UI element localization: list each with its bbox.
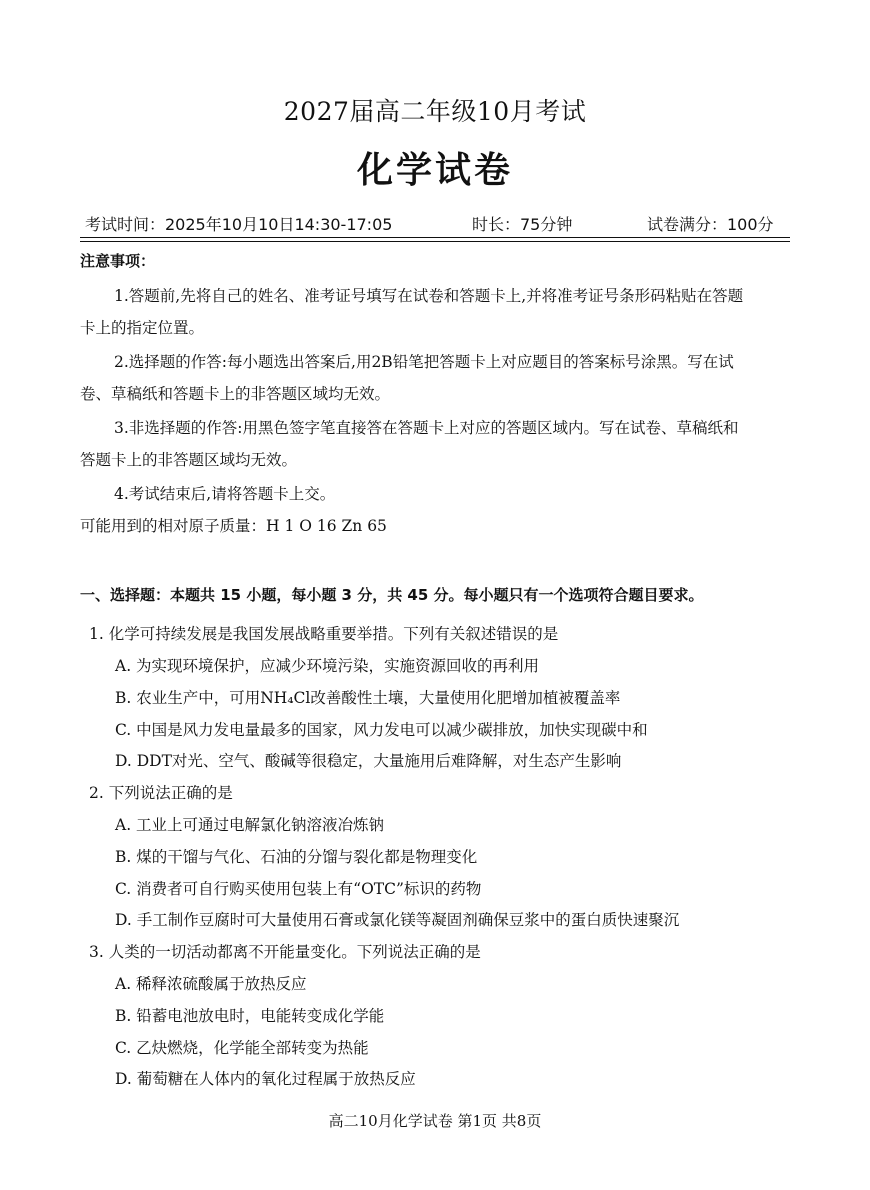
question-option: C. 中国是风力发电量最多的国家，风力发电可以减少碳排放，加快实现碳中和 (115, 721, 648, 739)
question-option: D. 葡萄糖在人体内的氧化过程属于放热反应 (115, 1070, 416, 1088)
question-option: A. 工业上可通过电解氯化钠溶液冶炼钠 (115, 816, 385, 834)
notice-line: 卡上的指定位置。 (80, 319, 205, 337)
question-stem: 1. 化学可持续发展是我国发展战略重要举措。下列有关叙述错误的是 (89, 625, 559, 643)
question-option: B. 农业生产中，可用NH₄Cl改善酸性土壤，大量使用化肥增加植被覆盖率 (115, 689, 621, 707)
notice-line: 2.选择题的作答:每小题选出答案后,用2B铅笔把答题卡上对应题目的答案标号涂黑。写在试 (114, 353, 734, 371)
full-score: 试卷满分：100分 (647, 215, 774, 234)
question-option: D. 手工制作豆腐时可大量使用石膏或氯化镁等凝固剂确保豆浆中的蛋白质快速聚沉 (115, 911, 680, 929)
question-option: B. 铅蓄电池放电时，电能转变成化学能 (115, 1007, 385, 1025)
page-footer: 高二10月化学试卷 第1页 共8页 (328, 1112, 542, 1130)
exam-time: 考试时间：2025年10月10日14:30-17:05 (85, 215, 393, 234)
header-divider-top (80, 237, 790, 238)
question-option: C. 乙炔燃烧，化学能全部转变为热能 (115, 1039, 369, 1057)
notice-line: 卷、草稿纸和答题卡上的非答题区域均无效。 (80, 385, 391, 403)
question-option: B. 煤的干馏与气化、石油的分馏与裂化都是物理变化 (115, 848, 478, 866)
notice-heading: 注意事项： (80, 252, 156, 270)
notice-line: 1.答题前,先将自己的姓名、准考证号填写在试卷和答题卡上,并将准考证号条形码粘贴在答题 (114, 287, 744, 305)
notice-line: 答题卡上的非答题区域均无效。 (80, 451, 298, 469)
notice-line: 4.考试结束后,请将答题卡上交。 (114, 485, 336, 503)
question-stem: 2. 下列说法正确的是 (89, 784, 233, 802)
question-option: A. 稀释浓硫酸属于放热反应 (115, 975, 307, 993)
exam-duration: 时长：75分钟 (472, 215, 573, 234)
atomic-mass-line: 可能用到的相对原子质量：H 1 O 16 Zn 65 (80, 517, 387, 535)
exam-title: 2027届高二年级10月考试 (283, 97, 587, 126)
subject-title: 化学试卷 (356, 150, 513, 191)
question-option: D. DDT对光、空气、酸碱等很稳定，大量施用后难降解，对生态产生影响 (115, 752, 622, 770)
section-heading: 一、选择题：本题共 15 小题，每小题 3 分，共 45 分。每小题只有一个选项符合题目要求。 (80, 586, 704, 604)
header-divider-bottom (80, 241, 790, 242)
notice-line: 3.非选择题的作答:用黑色签字笔直接答在答题卡上对应的答题区域内。写在试卷、草稿纸和 (114, 419, 739, 437)
question-option: C. 消费者可自行购买使用包装上有“OTC”标识的药物 (115, 880, 482, 898)
question-option: A. 为实现环境保护，应减少环境污染，实施资源回收的再利用 (115, 657, 540, 675)
question-stem: 3. 人类的一切活动都离不开能量变化。下列说法正确的是 (89, 943, 481, 961)
